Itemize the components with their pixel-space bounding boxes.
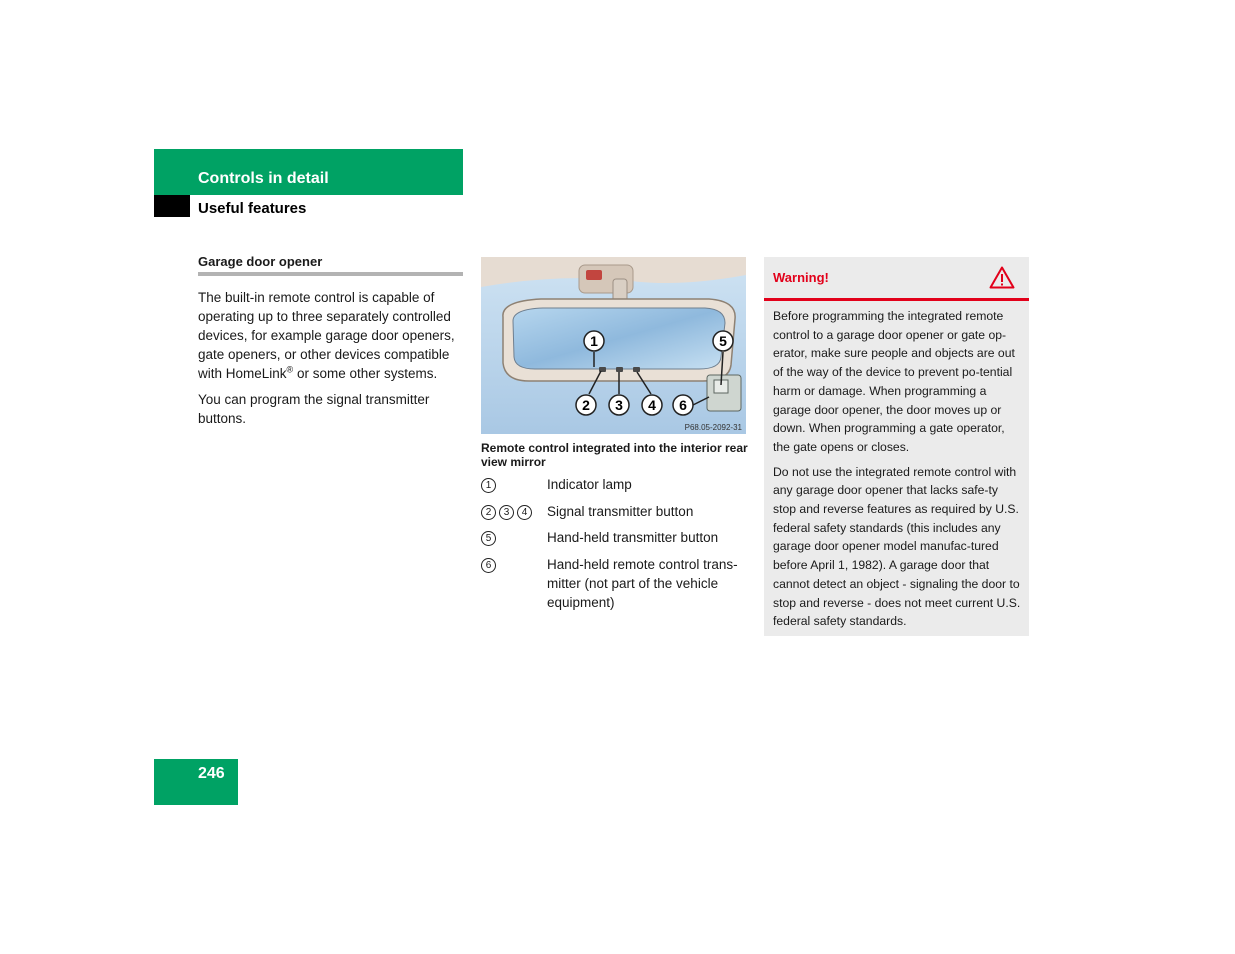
svg-text:2: 2 <box>582 397 590 413</box>
legend-number: 4 <box>517 505 532 520</box>
callout-2 <box>576 395 596 415</box>
legend-numbers <box>481 528 547 547</box>
legend-text: Indicator lamp <box>547 477 632 492</box>
svg-text:3: 3 <box>615 397 623 413</box>
legend-number: 6 <box>481 558 496 573</box>
header-marker <box>154 195 190 217</box>
legend-item <box>481 528 751 547</box>
signal-button-3 <box>633 367 640 372</box>
legend-numbers <box>481 475 547 494</box>
registered-mark: ® <box>286 364 294 375</box>
page-number-tab <box>154 759 238 805</box>
legend-item <box>481 475 751 494</box>
page-number: 246 <box>198 765 225 782</box>
svg-text:5: 5 <box>719 333 727 349</box>
section-title: Garage door opener <box>198 254 463 276</box>
legend-number: 5 <box>481 531 496 546</box>
intro-column <box>198 254 463 428</box>
legend-number: 2 <box>481 505 496 520</box>
legend-text: Hand-held remote control trans-mitter (not part of the vehicle equipment) <box>547 556 738 610</box>
warning-title: Warning! <box>773 270 829 285</box>
warning-box <box>764 257 1029 636</box>
svg-text:4: 4 <box>648 397 656 413</box>
warning-paragraph: Before programming the integrated remote control to a garage door opener or gate op-erator, make sure people and objects are out of the way of the device to prevent po-tential harm or damage. When programming a garage door opener, the door moves up or down. When programming a gate operator, the gate opens or closes. <box>773 309 1015 454</box>
program-paragraph: You can program the signal transmitter buttons. <box>198 392 430 426</box>
intro-text: The built-in remote control is capable of operating up to three separately controlled devices, for example garage door openers, gate openers, or other devices compatible with HomeLink <box>198 290 455 381</box>
legend-item <box>481 555 751 612</box>
figure-code: P68.05-2092-31 <box>684 423 742 432</box>
rear-view-mirror-illustration <box>481 257 746 434</box>
legend-text: Hand-held transmitter button <box>547 530 719 545</box>
mirror-glass <box>513 308 725 369</box>
svg-text:1: 1 <box>590 333 598 349</box>
console-lamp <box>586 270 602 280</box>
signal-button-2 <box>616 367 623 372</box>
warning-triangle-icon <box>989 266 1015 289</box>
legend-text: Signal transmitter button <box>547 503 694 519</box>
callout-4 <box>642 395 662 415</box>
warning-paragraph: Do not use the integrated remote control with any garage door opener that lacks safe-ty stop and reverse features as required by U.S. federal safety standards (this includes any garage door opener model manufac-tured before April 1, 1982). A garage door that cannot detect an object - signaling the door to stop and reverse - does not meet current U.S. federal safety standards. <box>773 464 1021 629</box>
svg-text:6: 6 <box>679 397 687 413</box>
intro-text-end: or some other systems. <box>293 366 438 381</box>
callout-3 <box>609 395 629 415</box>
legend-numbers <box>481 502 547 521</box>
warning-header <box>764 257 1029 301</box>
chapter-subtitle: Useful features <box>198 200 307 217</box>
chapter-title: Controls in detail <box>198 170 329 187</box>
figure-caption: Remote control integrated into the interior rear view mirror <box>481 441 748 469</box>
legend-item <box>481 502 751 521</box>
legend-numbers <box>481 555 547 612</box>
warning-body <box>764 301 1029 631</box>
mirror-figure <box>481 257 746 434</box>
legend-number: 1 <box>481 478 496 493</box>
callout-5 <box>713 331 733 351</box>
figure-legend <box>481 475 751 619</box>
callout-1 <box>584 331 604 351</box>
intro-paragraph <box>198 288 463 383</box>
legend-number: 3 <box>499 505 514 520</box>
callout-6 <box>673 395 693 415</box>
